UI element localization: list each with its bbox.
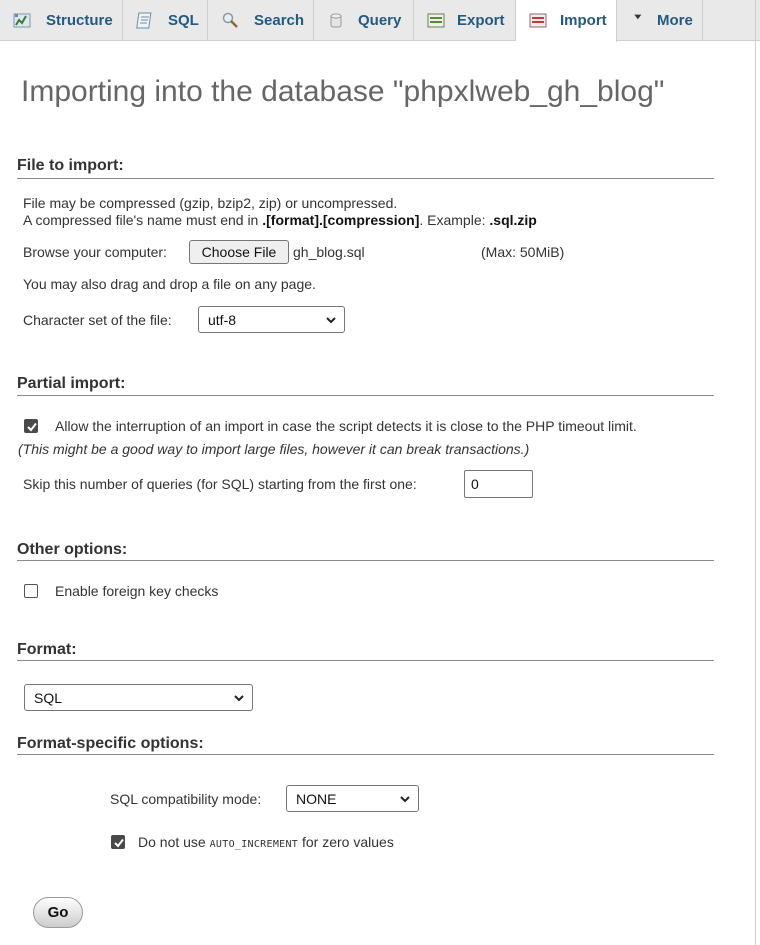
checkmark-icon <box>25 420 39 434</box>
format-select[interactable] <box>24 684 253 711</box>
tab-bar <box>0 0 760 41</box>
tab-search[interactable] <box>208 0 314 41</box>
tab-query-label: Query <box>358 12 402 29</box>
search-icon <box>221 12 239 29</box>
auto-increment-checkbox[interactable] <box>111 835 125 849</box>
selected-file-name: gh_blog.sql <box>293 244 365 260</box>
tab-more-label: More <box>657 12 693 29</box>
max-upload-size: (Max: 50MiB) <box>481 244 565 260</box>
section-title-file-import: File to import: <box>17 157 124 174</box>
section-divider <box>17 395 714 396</box>
section-title-partial-import: Partial import: <box>17 375 126 392</box>
section-divider <box>17 560 714 561</box>
tab-structure[interactable] <box>0 0 123 41</box>
compression-example: .sql.zip <box>489 212 537 228</box>
sql-compat-select-value: NONE <box>296 791 337 807</box>
query-icon <box>327 12 345 29</box>
allow-interrupt-checkbox[interactable] <box>24 419 38 433</box>
charset-label: Character set of the file: <box>23 312 172 328</box>
choose-file-button[interactable]: Choose File <box>189 240 289 264</box>
compression-pattern: .[format].[compression] <box>262 212 420 228</box>
section-divider <box>17 754 714 755</box>
auto-increment-prefix: Do not use <box>138 834 210 850</box>
tab-more[interactable] <box>617 0 703 41</box>
compression-info-prefix: A compressed file's name must end in <box>23 212 263 228</box>
auto-increment-suffix: for zero values <box>298 834 394 850</box>
compression-info-line-1: File may be compressed (gzip, bzip2, zip) or uncompressed. <box>23 195 398 211</box>
tab-search-label: Search <box>254 12 305 29</box>
charset-select-value: utf-8 <box>208 312 237 328</box>
auto-increment-label <box>138 834 394 850</box>
export-icon <box>427 12 445 29</box>
foreign-key-label: Enable foreign key checks <box>55 583 219 599</box>
section-title-format: Format: <box>17 641 77 658</box>
chevron-down-icon <box>325 314 337 326</box>
page-right-border <box>755 0 756 945</box>
foreign-key-checkbox[interactable] <box>24 584 38 598</box>
format-select-value: SQL <box>34 690 63 706</box>
chevron-down-icon <box>233 692 245 704</box>
skip-queries-input[interactable] <box>464 470 533 498</box>
partial-import-note: (This might be a good way to import large files, however it can break transactions.) <box>18 441 530 457</box>
tab-export[interactable] <box>414 0 516 41</box>
section-divider <box>17 660 714 661</box>
tab-sql[interactable] <box>123 0 208 41</box>
tab-sql-label: SQL <box>168 12 199 29</box>
auto-increment-code: AUTO_INCREMENT <box>209 839 299 850</box>
sql-icon <box>136 12 154 29</box>
browse-label: Browse your computer: <box>23 244 167 260</box>
skip-queries-label: Skip this number of queries (for SQL) starting from the first one: <box>23 476 417 492</box>
caret-down-icon <box>632 14 646 24</box>
tab-query[interactable] <box>314 0 414 41</box>
section-divider <box>17 178 714 179</box>
go-button[interactable]: Go <box>33 897 83 928</box>
tab-export-label: Export <box>457 12 505 29</box>
compression-info-line-2 <box>23 212 537 228</box>
tab-import-label: Import <box>560 12 607 29</box>
sql-compat-label: SQL compatibility mode: <box>110 791 262 807</box>
section-title-other-options: Other options: <box>17 541 128 558</box>
section-title-format-specific: Format-specific options: <box>17 735 204 752</box>
tab-import[interactable] <box>516 0 617 42</box>
compression-info-mid: . Example: <box>419 212 490 228</box>
checkmark-icon <box>112 836 126 850</box>
structure-icon <box>13 12 31 29</box>
sql-compat-select[interactable] <box>286 785 419 812</box>
tab-structure-label: Structure <box>46 12 113 29</box>
drag-drop-hint: You may also drag and drop a file on any page. <box>23 276 316 292</box>
chevron-down-icon <box>399 793 411 805</box>
import-icon <box>529 12 547 29</box>
charset-select[interactable] <box>198 306 345 333</box>
allow-interrupt-label: Allow the interruption of an import in case the script detects it is close to the PHP timeout limit. <box>55 418 637 434</box>
page-title: Importing into the database "phpxlweb_gh_blog" <box>21 75 665 108</box>
